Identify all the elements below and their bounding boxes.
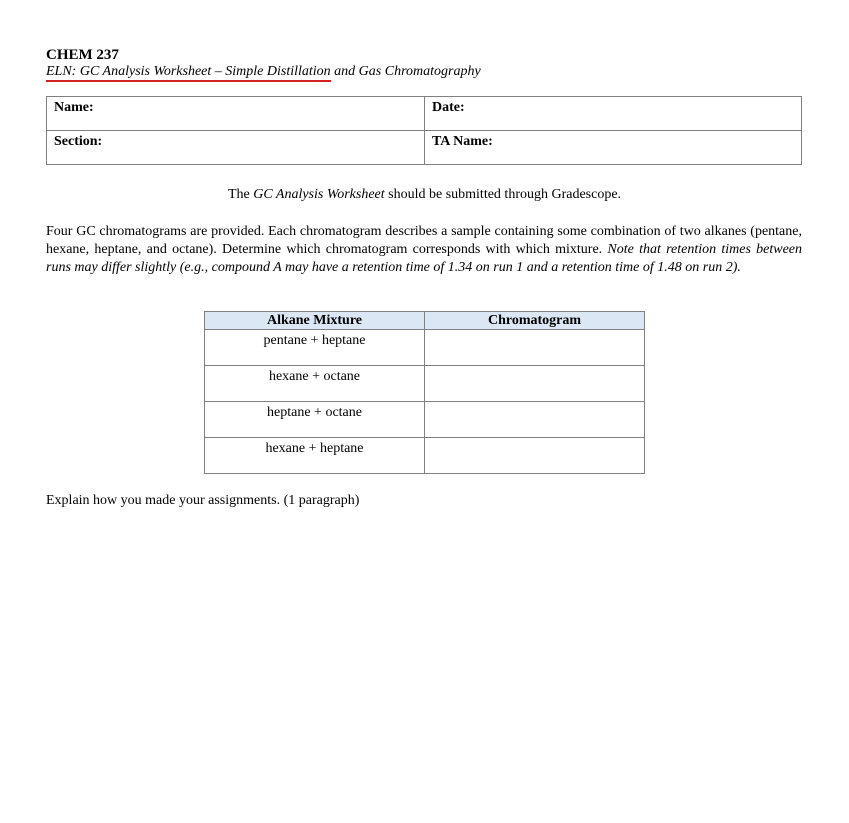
worksheet-subtitle bbox=[46, 64, 481, 80]
section-cell[interactable] bbox=[47, 131, 425, 165]
date-cell[interactable] bbox=[425, 97, 802, 131]
student-info-table bbox=[46, 96, 802, 165]
worksheet-name: GC Analysis Worksheet bbox=[253, 187, 385, 202]
mixture-cell: hexane + heptane bbox=[205, 438, 425, 474]
mixture-cell: heptane + octane bbox=[205, 402, 425, 438]
section-label: Section: bbox=[54, 134, 103, 149]
header-alkane-mixture: Alkane Mixture bbox=[205, 312, 425, 330]
submission-suffix: should be submitted through Gradescope. bbox=[384, 187, 622, 202]
table-row bbox=[205, 402, 645, 438]
ta-name-cell[interactable] bbox=[425, 131, 802, 165]
chromatogram-answer-cell[interactable] bbox=[425, 330, 645, 366]
chromatogram-answer-cell[interactable] bbox=[425, 438, 645, 474]
mixture-cell: hexane + octane bbox=[205, 366, 425, 402]
table-row bbox=[205, 438, 645, 474]
instructions-paragraph bbox=[46, 223, 802, 277]
course-title: CHEM 237 bbox=[46, 47, 119, 63]
explain-prompt: Explain how you made your assignments. (1 paragraph) bbox=[46, 493, 360, 508]
mixture-assignment-table bbox=[204, 311, 645, 474]
date-label: Date: bbox=[432, 100, 465, 115]
chromatogram-answer-cell[interactable] bbox=[425, 402, 645, 438]
subtitle-rest: and Gas Chromatography bbox=[330, 64, 481, 79]
submission-note bbox=[0, 187, 849, 203]
table-row bbox=[205, 366, 645, 402]
mixture-cell: pentane + heptane bbox=[205, 330, 425, 366]
ta-name-label: TA Name: bbox=[432, 134, 493, 149]
subtitle-spellcheck-underlined: ELN: GC Analysis Worksheet – Simple Distillation bbox=[46, 64, 331, 79]
instructions-note: Note that retention times between runs may differ slightly (e.g., compound A may have a retention time of 1.34 on run 1 and a retention time of 1.48 on run 2). bbox=[46, 242, 802, 275]
name-cell[interactable] bbox=[47, 97, 425, 131]
instructions-main: Four GC chromatograms are provided. Each chromatogram describes a sample containing some combination of two alkanes (pentane, hexane, heptane, and octane). Determine which chromatogram corresponds with which mixture. bbox=[46, 224, 802, 257]
header-chromatogram: Chromatogram bbox=[425, 312, 645, 330]
name-label: Name: bbox=[54, 100, 94, 115]
chromatogram-answer-cell[interactable] bbox=[425, 366, 645, 402]
table-row bbox=[205, 330, 645, 366]
submission-prefix: The bbox=[227, 187, 254, 202]
